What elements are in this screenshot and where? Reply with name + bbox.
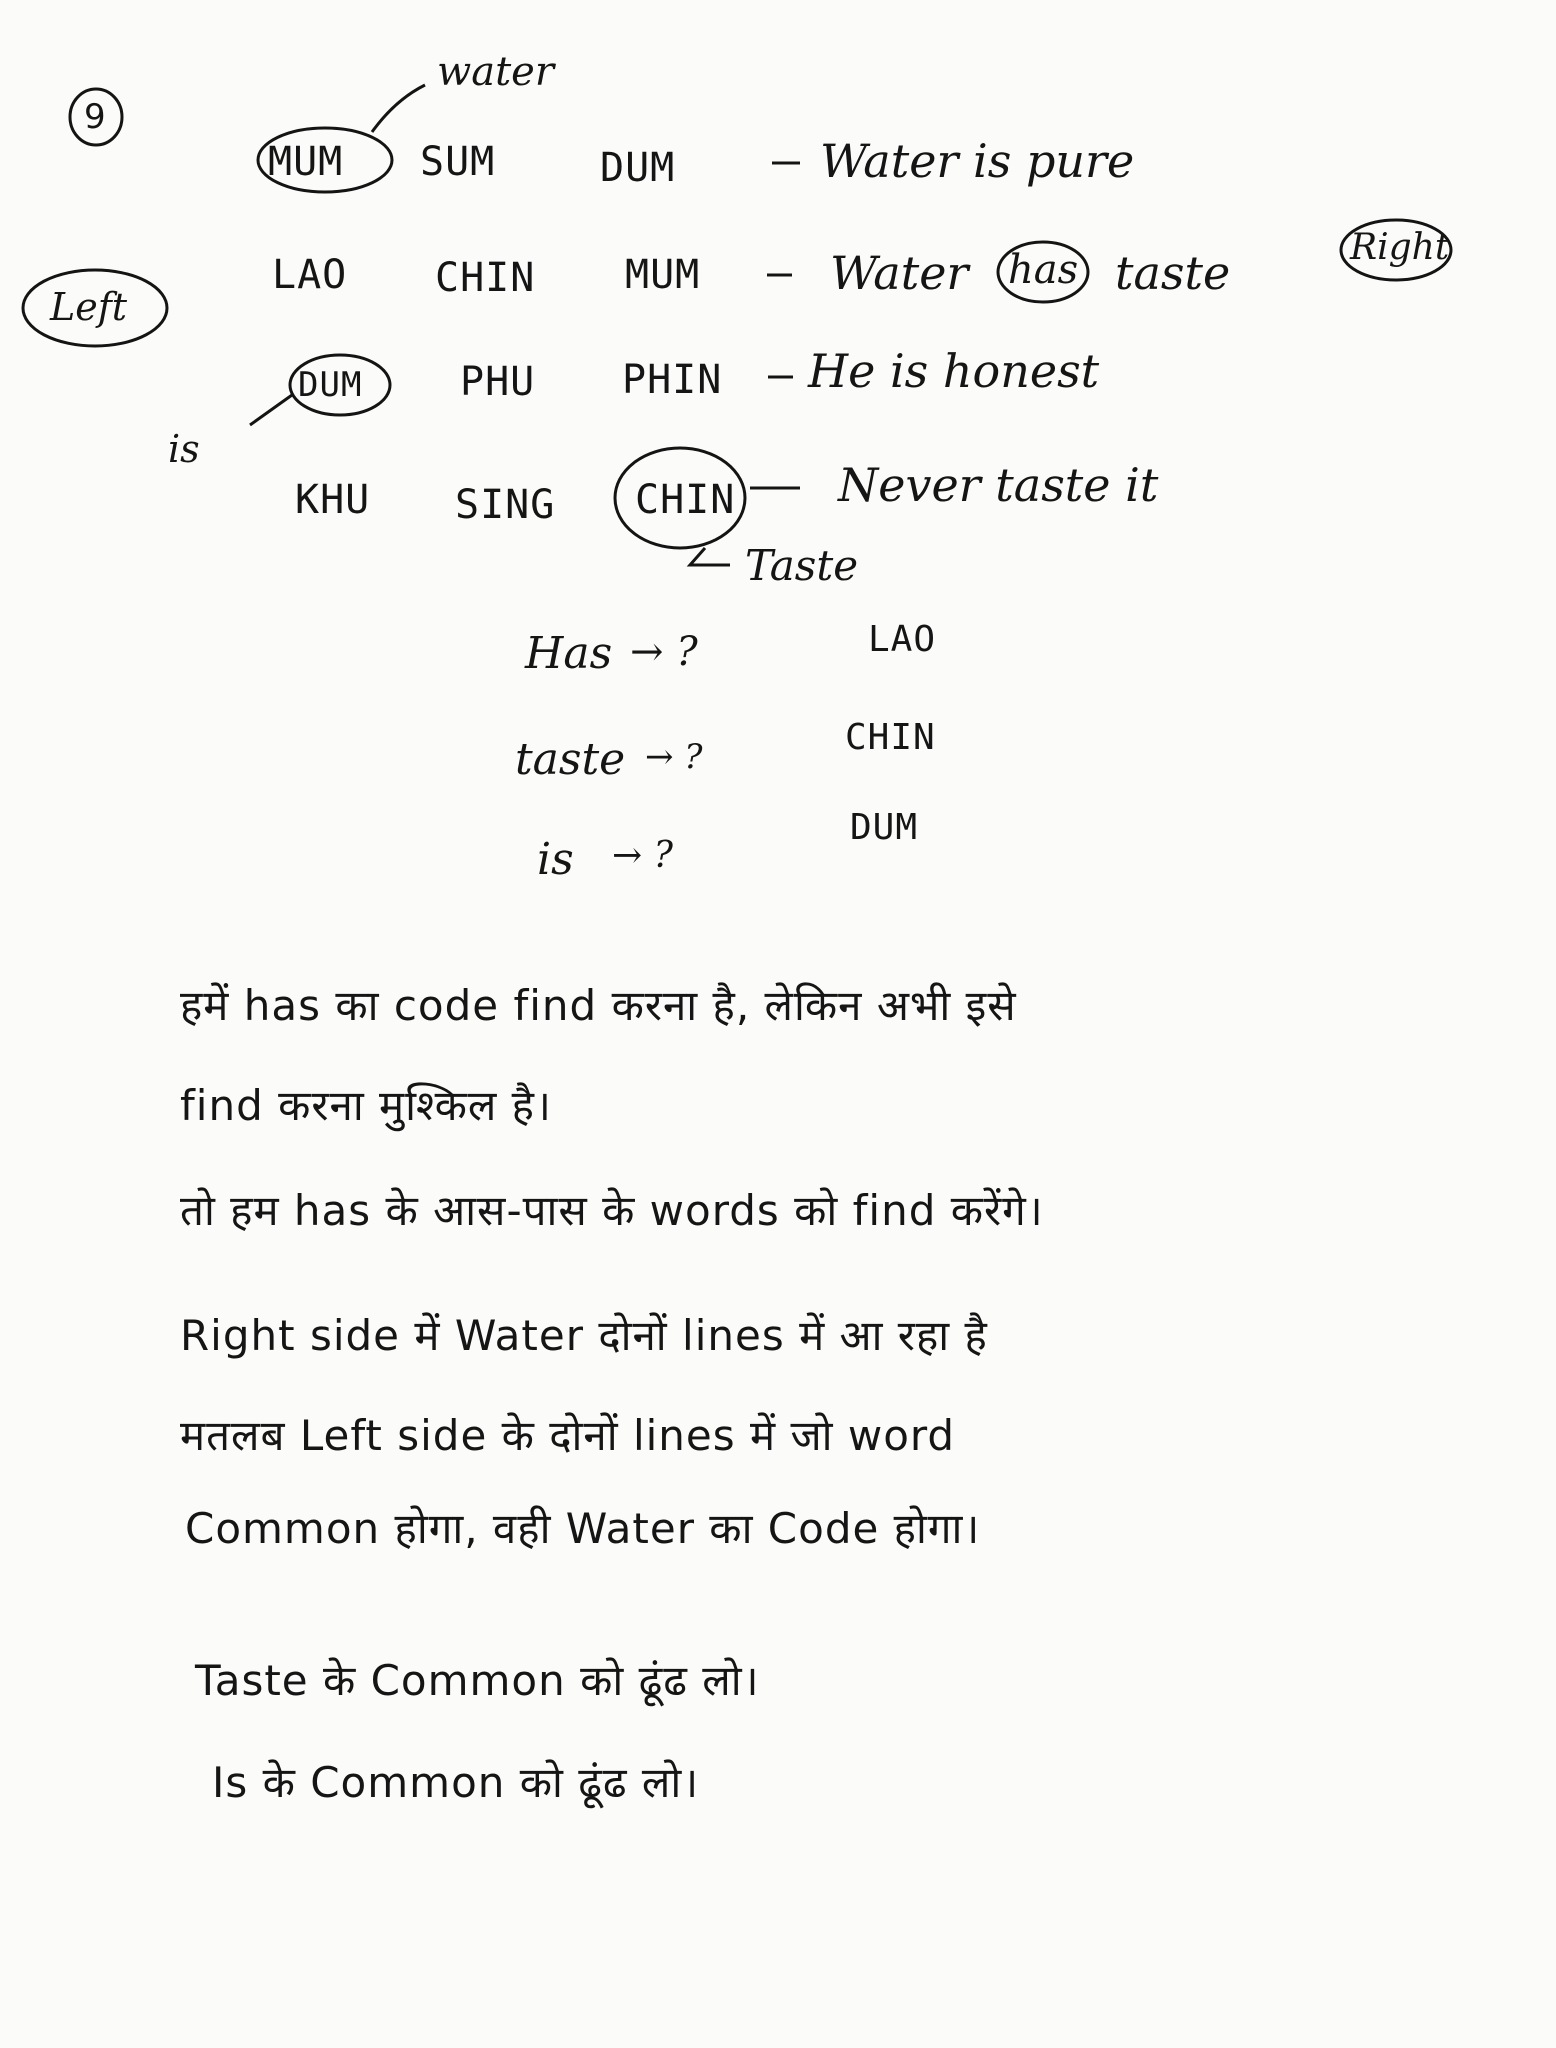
code-meaning-circled: has	[1008, 247, 1079, 293]
code-word: DUM	[600, 145, 676, 191]
code-meaning: He is honest	[808, 344, 1100, 398]
code-word: DUM	[298, 365, 363, 405]
answer-code: LAO	[868, 619, 937, 660]
code-meaning: Water is pure	[820, 134, 1135, 188]
taste-arrow	[690, 548, 730, 565]
explanation-line: Common होगा, वही Water का Code होगा।	[185, 1504, 981, 1553]
code-word: CHIN	[435, 255, 536, 301]
annotation-water: water	[437, 49, 554, 95]
answer-arrow: → ?	[645, 737, 703, 777]
explanation-line: Is के Common को ढूंढ लो।	[212, 1758, 700, 1807]
annotation-left: Left	[50, 285, 128, 329]
code-word: SING	[455, 482, 556, 528]
answer-word: is	[537, 834, 574, 885]
code-word: LAO	[272, 252, 348, 298]
water-arrow	[372, 85, 425, 132]
code-word: PHIN	[622, 357, 723, 403]
row-dashes	[750, 163, 800, 488]
answer-code: DUM	[850, 807, 919, 848]
code-meaning: Never taste it	[838, 458, 1159, 512]
answer-arrow: → ?	[630, 629, 698, 675]
explanation-line: Right side में Water दोनों lines में आ रहा है	[180, 1311, 988, 1360]
annotation-right: Right	[1350, 227, 1450, 268]
is-arrow	[250, 395, 292, 425]
code-meaning: Water	[830, 246, 969, 300]
annotation-is: is	[168, 427, 200, 471]
explanation-line: find करना मुश्किल है।	[180, 1081, 552, 1130]
code-word: CHIN	[635, 477, 736, 523]
code-word: MUM	[268, 139, 344, 185]
code-word: PHU	[460, 359, 536, 405]
explanation-line: हमें has का code find करना है, लेकिन अभी इसे	[180, 981, 1017, 1030]
answer-word: Has	[525, 628, 613, 679]
code-word: MUM	[625, 252, 701, 298]
code-word: KHU	[295, 477, 371, 523]
answer-arrow: → ?	[612, 835, 673, 876]
question-number: 9	[84, 97, 106, 137]
answer-code: CHIN	[845, 717, 936, 758]
answer-word: taste	[515, 734, 626, 785]
explanation-line: Taste के Common को ढूंढ लो।	[195, 1656, 760, 1705]
code-word: SUM	[420, 139, 496, 185]
annotation-taste: Taste	[745, 541, 859, 590]
code-meaning: taste	[1115, 246, 1231, 300]
explanation-line: तो हम has के आस-पास के words को find करेंगे।	[180, 1186, 1044, 1235]
explanation-line: मतलब Left side के दोनों lines में जो word	[180, 1411, 956, 1460]
